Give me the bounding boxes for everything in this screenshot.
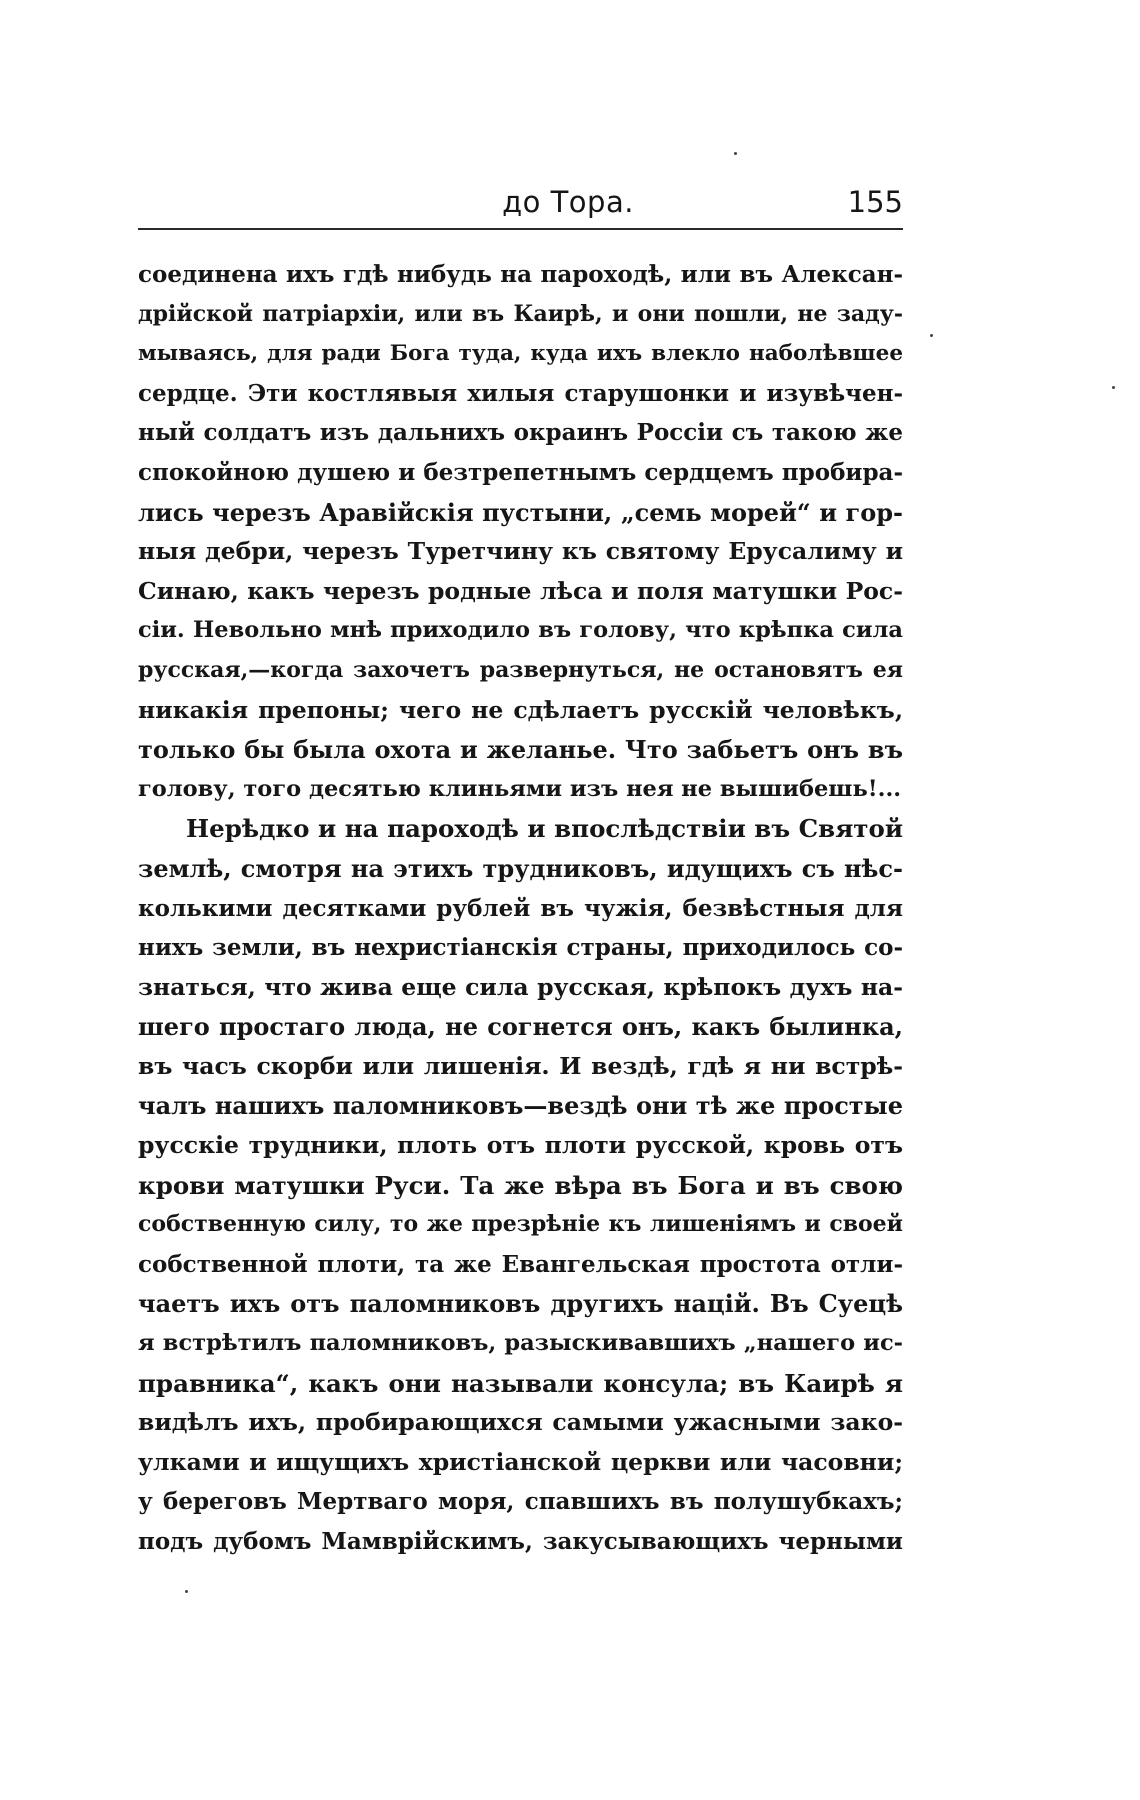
text-line: колькими десятками рублей въ чужія, безвѣстныя для bbox=[138, 894, 903, 922]
text-line: собственной плоти, та же Евангельская простота отли- bbox=[138, 1250, 903, 1278]
text-line: въ часъ скорби или лишенія. И вездѣ, гдѣ я ни встрѣ- bbox=[138, 1051, 903, 1080]
text-line: нихъ земли, въ нехристіанскія страны, приходилось со- bbox=[138, 934, 903, 962]
text-line: сіи. Невольно мнѣ приходило въ голову, что крѣпка сила bbox=[138, 617, 903, 644]
print-speck bbox=[185, 1590, 188, 1593]
text-line: никакія препоны; чего не сдѣлаетъ русскій человѣкъ, bbox=[138, 695, 903, 724]
body-text bbox=[138, 255, 903, 1562]
text-line: дрійской патріархіи, или въ Каирѣ, и они пошли, не заду- bbox=[138, 300, 903, 327]
text-line: видѣлъ ихъ, пробирающихся самыми ужасными зако- bbox=[138, 1408, 903, 1437]
print-speck bbox=[930, 334, 933, 337]
text-line: сердце. Эти костлявыя хилыя старушонки и изувѣчен- bbox=[138, 379, 903, 407]
text-line: крови матушки Руси. Та же вѣра въ Бога и въ свою bbox=[138, 1170, 903, 1200]
text-line: только бы была охота и желанье. Что забьетъ онъ въ bbox=[138, 735, 903, 765]
text-line: соединена ихъ гдѣ нибудь на пароходѣ, или въ Алексан- bbox=[138, 261, 903, 288]
text-line: улками и ищущихъ христіанской церкви или часовни; bbox=[138, 1447, 903, 1476]
text-line: ный солдатъ изъ дальнихъ окраинъ Россіи съ такою же bbox=[138, 419, 903, 447]
text-line: подъ дубомъ Мамврійскимъ, закусывающихъ черными bbox=[138, 1528, 903, 1555]
page-header bbox=[138, 182, 903, 222]
text-line: я встрѣтилъ паломниковъ, разыскивавшихъ „нашего ис- bbox=[138, 1330, 903, 1357]
text-line: знаться, что жива еще сила русская, крѣпокъ духъ на- bbox=[138, 972, 903, 1001]
print-speck bbox=[1112, 386, 1115, 389]
text-line: лись черезъ Аравійскія пустыни, „семь морей“ и гор- bbox=[138, 497, 903, 527]
text-line: чаетъ ихъ отъ паломниковъ другихъ націй. Въ Суецѣ bbox=[138, 1289, 903, 1319]
text-line: ныя дебри, черезъ Туретчину къ святому Ерусалиму и bbox=[138, 537, 903, 566]
text-line: правника“, какъ они называли консула; въ Каирѣ я bbox=[138, 1368, 903, 1398]
text-line: чалъ нашихъ паломниковъ—вездѣ они тѣ же простые bbox=[138, 1091, 903, 1121]
running-title: до Тора. bbox=[502, 185, 634, 219]
text-line: русскіе трудники, плоть отъ плоти русской, кровь отъ bbox=[138, 1131, 903, 1160]
page-number: 155 bbox=[847, 185, 903, 219]
text-line: мываясь, для ради Бога туда, куда ихъ влекло наболѣвшее bbox=[138, 341, 903, 367]
text-line: спокойною душею и безтрепетнымъ сердцемъ пробира- bbox=[138, 458, 903, 486]
text-line: Синаю, какъ черезъ родные лѣса и поля матушки Рос- bbox=[138, 576, 903, 605]
text-line: голову, того десятью клиньями изъ нея не вышибешь!... bbox=[138, 775, 902, 802]
text-line: землѣ, смотря на этихъ трудниковъ, идущихъ съ нѣс- bbox=[138, 853, 903, 883]
text-line: у береговъ Мертваго моря, спавшихъ въ полушубкахъ; bbox=[138, 1488, 903, 1516]
text-line: шего простаго люда, не согнется онъ, какъ былинка, bbox=[138, 1012, 903, 1042]
text-line: Нерѣдко и на пароходѣ и впослѣдствіи въ Святой bbox=[186, 814, 903, 844]
header-rule bbox=[138, 228, 903, 230]
text-line: собственную силу, то же презрѣніе къ лишеніямъ и своей bbox=[138, 1211, 903, 1238]
text-line: русская,—когда захочетъ развернуться, не остановятъ ея bbox=[138, 656, 903, 683]
print-speck bbox=[734, 152, 737, 155]
